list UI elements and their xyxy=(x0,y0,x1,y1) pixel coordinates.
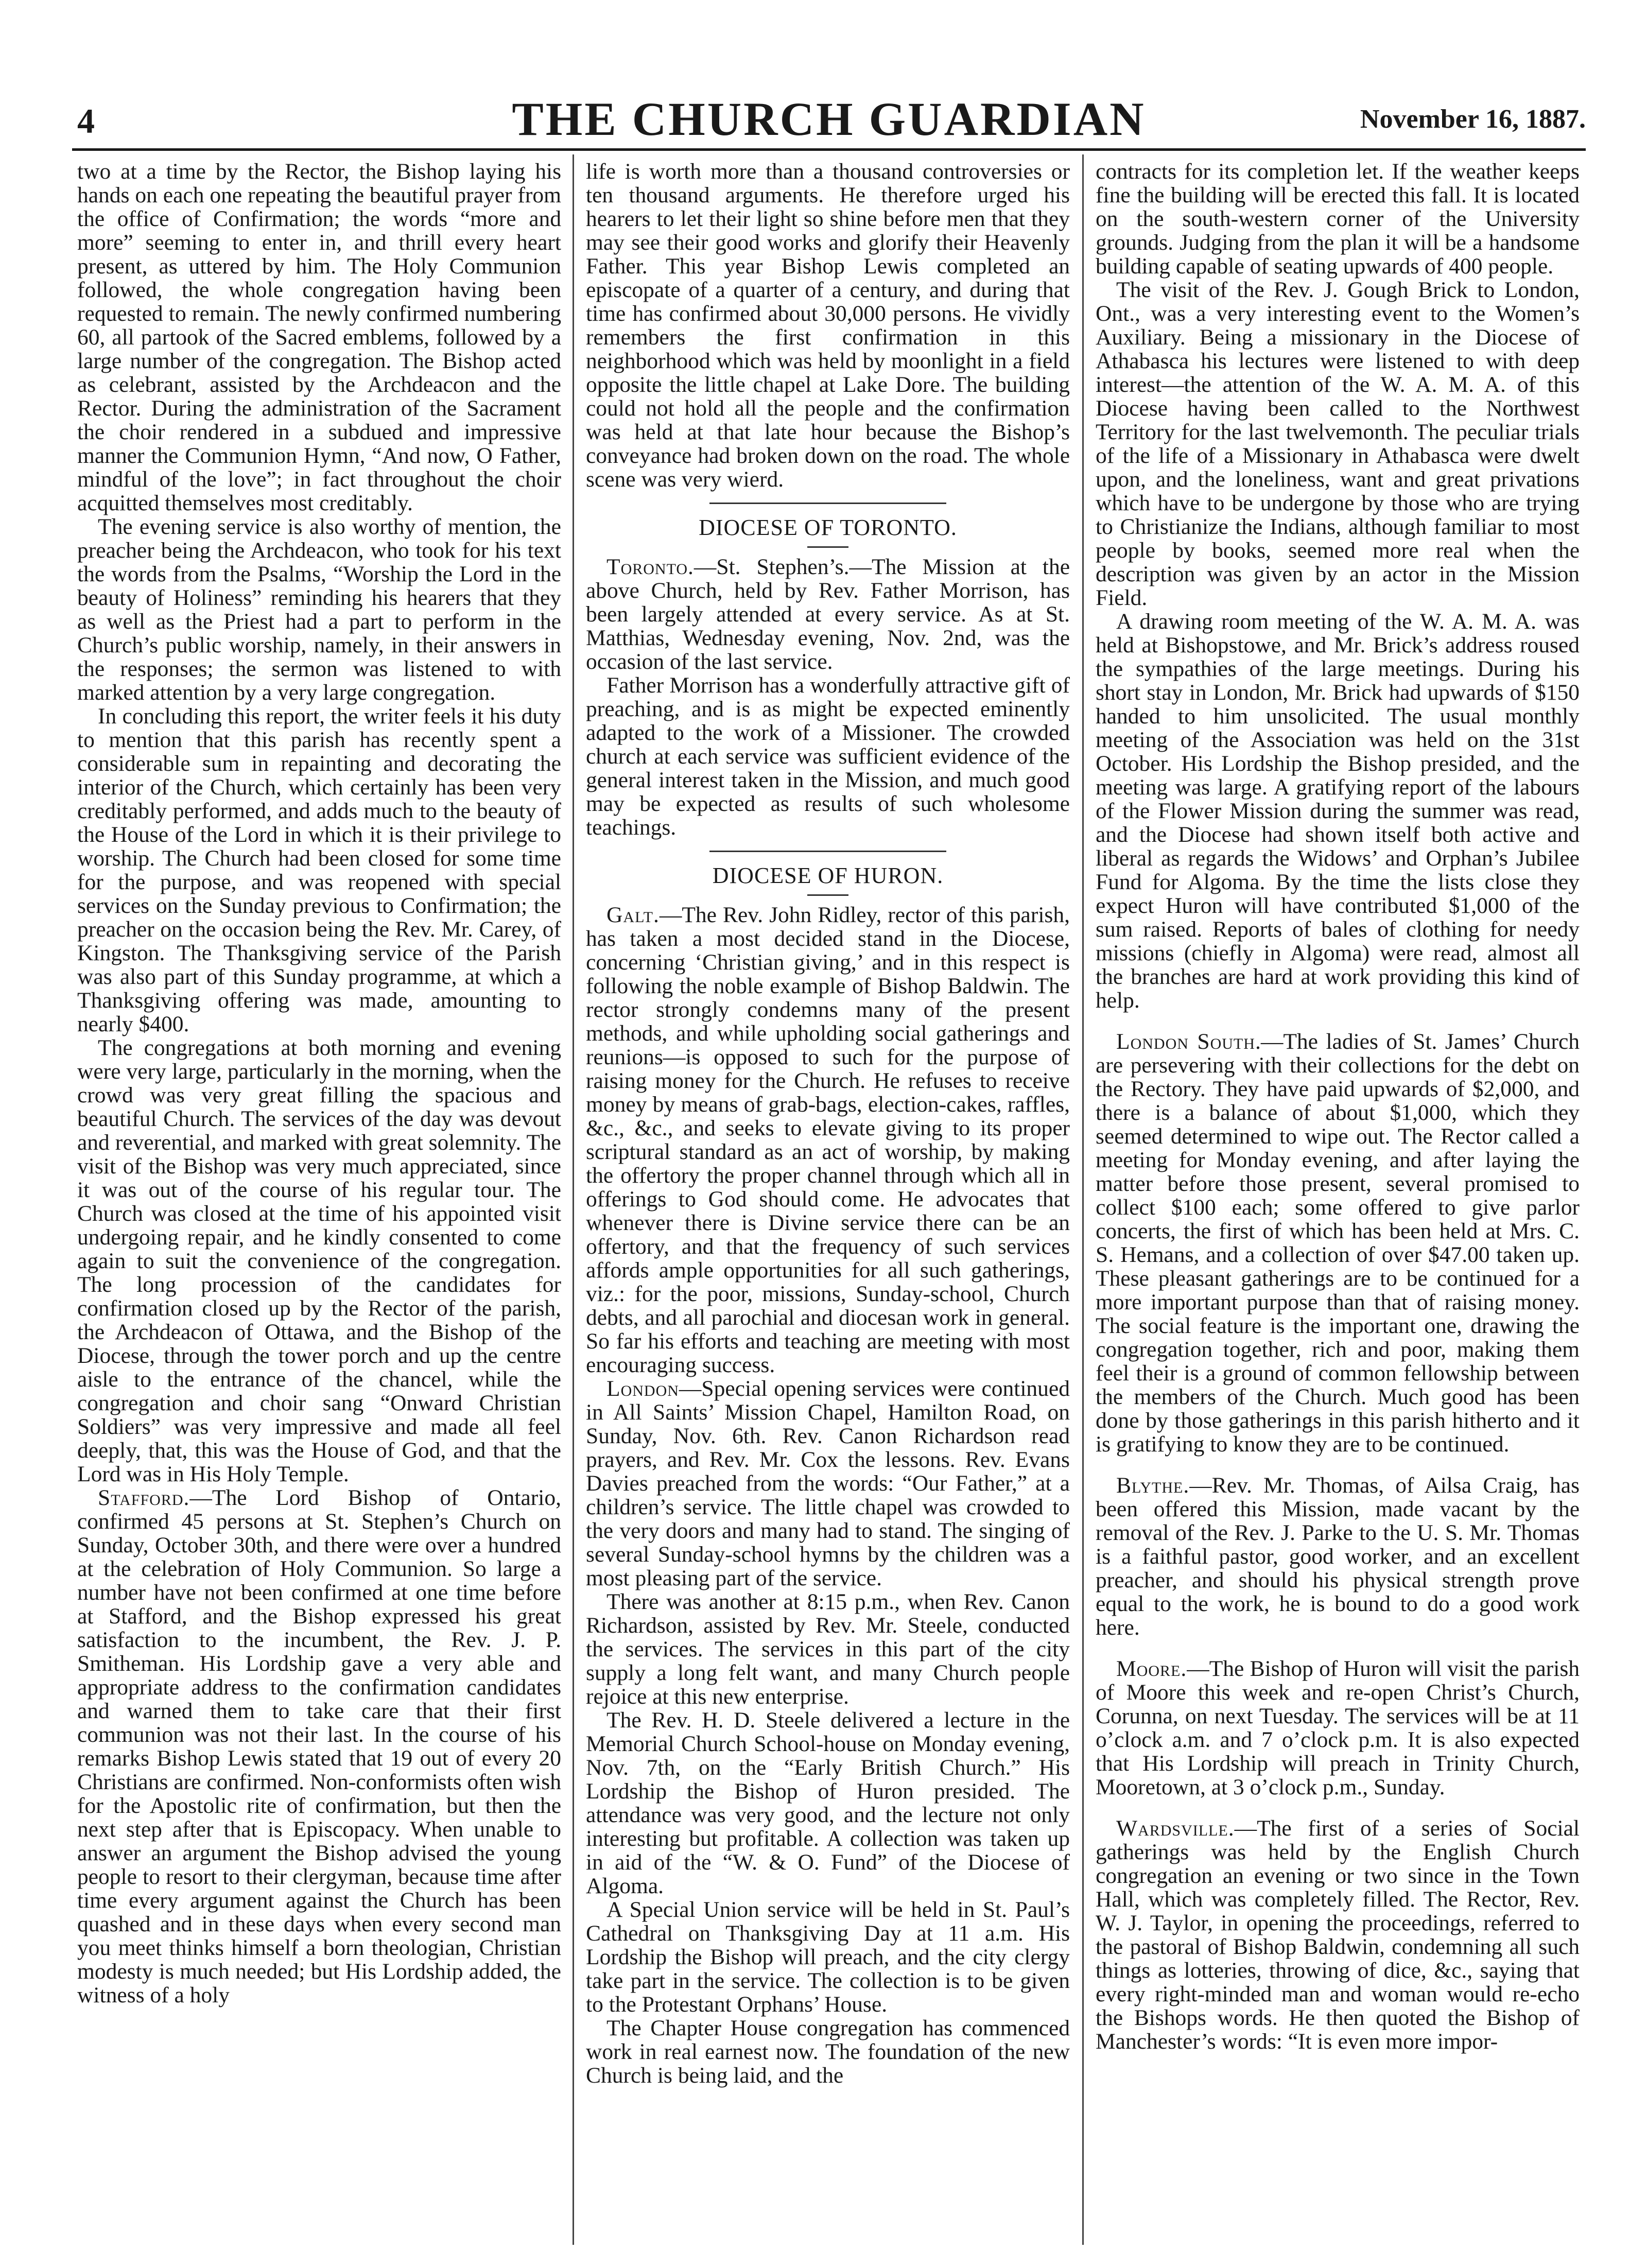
article-paragraph xyxy=(1096,1030,1580,1456)
article-paragraph: The Chapter House congregation has commenced work in real earnest now. The foundation of the new Church is being laid, and the xyxy=(586,2016,1070,2088)
paragraph-body: .—The ladies of St. James’ Church are persevering with their collections for the debt on the Rectory. They have paid upwards of $2,000, and there is a balance of about $1,000, which they seemed determined to wipe out. The Rector called a meeting for Monday evening, and after laying the matter before those present, several promised to collect $100 each; some offered to give parlor concerts, the first of which has been held at Mrs. C. S. Hemans, and a collection of over $47.00 taken up. These pleasant gatherings are to be continued for a more important purpose than that of raising money. The social feature is the important one, drawing the congregation together, rich and poor, making them feel their is a ground of common fellowship between the members of the Church. Much good has been done by those gatherings in this parish hitherto and it is gratifying to know they are to be continued. xyxy=(1096,1029,1580,1457)
heading-rule xyxy=(807,546,848,548)
article-paragraph: contracts for its completion let. If the weather keeps fine the building will be erected this fall. It is located on the south-western corner of the University grounds. Judging from the plan it will be a handsome building capable of seating upwards of 400 people. xyxy=(1096,160,1580,279)
article-paragraph: The Rev. H. D. Steele delivered a lecture in the Memorial Church School-house on Monday evening, Nov. 7th, on the “Early British Church.” His Lordship the Bishop of Huron presided. The attendance was very good, and the lecture not only interesting but profitable. A collection was taken up in aid of the “W. & O. Fund” of the Diocese of Algoma. xyxy=(586,1708,1070,1898)
article-paragraph xyxy=(586,903,1070,1377)
dateline: Toronto. xyxy=(606,555,694,579)
paragraph-body: —Special opening services were continued in All Saints’ Mission Chapel, Hamilton Road, on Sunday, Nov. 6th. Rev. Canon Richardson read prayers, and Rev. Mr. Cox the lessons. Rev. Evans Davies preached from the words: “Our Father,” at a children’s service. The little chapel was crowded to the very doors and many had to stand. The singing of several Sunday-school hymns by the children was a most pleasing part of the service. xyxy=(586,1376,1070,1590)
article-paragraph xyxy=(586,1377,1070,1590)
article-paragraph: There was another at 8:15 p.m., when Rev. Canon Richardson, assisted by Rev. Mr. Steele, conducted the services. The services in this part of the city supply a long felt want, and many Church people rejoice at this new enterprise. xyxy=(586,1589,1070,1709)
article-paragraph xyxy=(586,555,1070,673)
heading-rule xyxy=(807,894,848,896)
dateline: Blythe. xyxy=(1116,1473,1190,1498)
dateline: London xyxy=(606,1376,679,1401)
article-paragraph: Father Morrison has a wonderfully attractive gift of preaching, and is as might be expected eminently adapted to the work of a Missioner. The crowded church at each service was sufficient evidence of the general interest taken in the Mission, and much good may be expected as results of such wholesome teachings. xyxy=(586,673,1070,840)
section-heading-toronto: DIOCESE OF TORONTO. xyxy=(699,515,957,540)
issue-date: November 16, 1887. xyxy=(1360,105,1586,134)
article-paragraph: life is worth more than a thousand controversies or ten thousand arguments. He therefore urged his hearers to let their light so shine before men that they may see their good works and glorify their Heavenly Father. This year Bishop Lewis completed an episcopate of a quarter of a century, and during that time has confirmed about 30,000 persons. He vividly remembers the first confirmation in this neighborhood which was held by moonlight in a field opposite the little chapel at Lake Dore. The building could not hold all the people and the confirmation was held at that late hour because the Bishop’s conveyance had broken down on the road. The whole scene was very wierd. xyxy=(586,160,1070,492)
article-paragraph: The congregations at both morning and evening were very large, particularly in the morning, when the crowd was very great filling the spacious and beautiful Church. The services of the day was devout and reverential, and marked with great solemnity. The visit of the Bishop was very much appreciated, since it was out of the course of his regular tour. The Church was closed at the time of his appointed visit undergoing repair, and he kindly consented to come again to suit the convenience of the congregation. The long procession of the candidates for confirmation closed up by the Rector of the parish, the Archdeacon of Ottawa, and the Bishop of the Diocese, through the tower porch and up the centre aisle to the entrance of the chancel, while the congregation and choir sang “Onward Christian Soldiers” was very impressive and made all feel deeply, that, this was the House of God, and that the Lord was in His Holy Temple. xyxy=(77,1035,561,1486)
article-paragraph xyxy=(1096,1816,1580,2053)
paragraph-body: —St. Stephen’s.—The Mission at the above Church, held by Rev. Father Morrison, has been largely attended at every service. As at St. Matthias, Wednesday evening, Nov. 2nd, was the occasion of the last service. xyxy=(586,555,1070,674)
article-paragraph: The evening service is also worthy of mention, the preacher being the Archdeacon, who took for his text the words from the Psalms, “Worship the Lord in the beauty of Holiness” reminding his hearers that they as well as the Priest had a part to perform in the Church’s public worship, namely, in their answers in the responses; the sermon was listened to with marked attention by a very large congregation. xyxy=(77,514,561,705)
column-2 xyxy=(586,160,1070,2245)
paragraph-body: —Rev. Mr. Thomas, of Ailsa Craig, has been offered this Mission, made vacant by the removal of the Rev. J. Parke to the U. S. Mr. Thomas is a faithful pastor, good worker, and an excellent preacher, and should his physical strength prove equal to the work, he is bound to do a good work here. xyxy=(1096,1473,1580,1640)
section-heading-huron: DIOCESE OF HURON. xyxy=(712,863,944,888)
dateline: London South xyxy=(1116,1029,1255,1054)
paragraph-body: —The first of a series of Social gatherings was held by the English Church congregation an evening or two since in the Town Hall, which was completely filled. The Rector, Rev. W. J. Taylor, in opening the proceedings, referred to the pastoral of Bishop Baldwin, condemning all such things as lotteries, throwing of dice, &c., saying that every right-minded man and woman would re-echo the Bishops words. He then quoted the Bishop of Manchester’s words: “It is even more impor- xyxy=(1096,1816,1580,2054)
dateline: Galt. xyxy=(606,903,660,927)
article-paragraph xyxy=(77,1486,561,2007)
article-paragraph: The visit of the Rev. J. Gough Brick to London, Ont., was a very interesting event to the Women’s Auxiliary. Being a missionary in the Diocese of Athabasca his lectures were listened to with deep interest—the attention of the W. A. M. A. of this Diocese having been called to the Northwest Territory for the last twelvemonth. The peculiar trials of the life of a Missionary in Athabasca were dwelt upon, and the loneliness, want and great privations which have to be undergone by those who are trying to Christianize the Indians, although familiar to most people by books, seemed more real when the description was given by an actor in the Mission Field. xyxy=(1096,278,1580,610)
dateline: Wardsville. xyxy=(1116,1816,1235,1841)
article-paragraph xyxy=(1096,1657,1580,1799)
page-number: 4 xyxy=(77,101,95,141)
newspaper-title: THE CHURCH GUARDIAN xyxy=(512,93,1146,145)
paragraph-body: —The Rev. John Ridley, rector of this parish, has taken a most decided stand in the Diocese, concerning ‘Christian giving,’ and in this respect is following the noble example of Bishop Baldwin. The rector strongly condemns many of the present methods, and while upholding social gatherings and reunions—is opposed to such for the purpose of raising money for the Church. He refuses to receive money by means of grab-bags, election-cakes, raffles, &c., &c., and seeks to elevate giving to its proper scriptural standard as an act of worship, by making the offertory the proper channel through which all in offerings to God should come. He advocates that whenever there is Divine service there can be an offertory, and that the frequency of such services affords ample opportunities for all such gatherings, viz.: for the poor, missions, Sunday-school, Church debts, and all parochial and diocesan work in general. So far his efforts and teaching are meeting with most encouraging success. xyxy=(586,903,1070,1377)
article-paragraph: two at a time by the Rector, the Bishop laying his hands on each one repeating the beautiful prayer from the office of Confirmation; the words “more and more” seeming to enter in, and thrill every heart present, as uttered by him. The Holy Communion followed, the whole congregation having been requested to remain. The newly confirmed numbering 60, all partook of the Sacred emblems, followed by a large number of the congregation. The Bishop acted as celebrant, assisted by the Archdeacon and the Rector. During the administration of the Sacrament the choir rendered in a subdued and impressive manner the Communion Hymn, “And now, O Father, mindful of the love”; in fact throughout the choir acquitted themselves most creditably. xyxy=(77,160,561,515)
article-paragraph: In concluding this report, the writer feels it his duty to mention that this parish has recently spent a considerable sum in repainting and decorating the interior of the Church, which certainly has been very creditably performed, and adds much to the beauty of the House of the Lord in which it is their privilege to worship. The Church had been closed for some time for the purpose, and was reopened with special services on the Sunday previous to Confirmation; the preacher on the occasion being the Rev. Mr. Carey, of Kingston. The Thanksgiving service of the Parish was also part of this Sunday programme, at which a Thanksgiving offering was made, amounting to nearly $400. xyxy=(77,704,561,1036)
dateline: Moore. xyxy=(1116,1656,1187,1681)
paragraph-body: —The Lord Bishop of Ontario, confirmed 45 persons at St. Stephen’s Church on Sunday, October 30th, and there were over a hundred at the celebration of Holy Communion. So large a number have not been confirmed at one time before at Stafford, and the Bishop expressed his great satisfaction to the incumbent, the Rev. J. P. Smitheman. His Lordship gave a very able and appropriate address to the confirmation candidates and warned them to take care that their first communion was not their last. In the course of his remarks Bishop Lewis stated that 19 out of every 20 Christians are confirmed. Non-conformists often wish for the Apostolic rite of confirmation, but then the next step after that is Episcopacy. When unable to answer an argument the Bishop advised the young people to resort to their clergyman, because time after time every argument against the Church has been quashed and in these days when every second man you meet thinks himself a born theologian, Christian modesty is much needed; but His Lordship added, the witness of a holy xyxy=(77,1485,561,2007)
column-divider xyxy=(573,154,574,2245)
column-3 xyxy=(1096,160,1580,2245)
dateline: Stafford. xyxy=(98,1485,190,1510)
article-paragraph: A drawing room meeting of the W. A. M. A. was held at Bishopstowe, and Mr. Brick’s address roused the sympathies of the large meetings. During his short stay in London, Mr. Brick had upwards of $150 handed to him unsolicited. The usual monthly meeting of the Association was held on the 31st October. His Lordship the Bishop presided, and the meeting was large. A gratifying report of the labours of the Flower Mission during the summer was read, and the Diocese had shown itself both active and liberal as regards the Widows’ and Orphan’s Jubilee Fund for Algoma. By the time the lists close they expect Huron will have contributed $1,000 of the sum raised. Reports of bales of clothing for needy missions (chiefly in Algoma) were read, almost all the branches are hard at work providing this kind of help. xyxy=(1096,609,1580,1013)
column-divider xyxy=(1082,154,1084,2245)
section-rule xyxy=(709,851,946,852)
masthead xyxy=(72,92,1586,151)
section-rule xyxy=(709,503,946,504)
paragraph-body: —The Bishop of Huron will visit the parish of Moore this week and re-open Christ’s Church, Corunna, on next Tuesday. The services will be at 11 o’clock a.m. and 7 o’clock p.m. It is also expected that His Lordship will preach in Trinity Church, Mooretown, at 3 o’clock p.m., Sunday. xyxy=(1096,1656,1580,1799)
column-1 xyxy=(77,160,561,2245)
article-paragraph: A Special Union service will be held in St. Paul’s Cathedral on Thanksgiving Day at 11 a.m. His Lordship the Bishop will preach, and the city clergy take part in the service. The collection is to be given to the Protestant Orphans’ House. xyxy=(586,1897,1070,2017)
article-paragraph xyxy=(1096,1474,1580,1639)
